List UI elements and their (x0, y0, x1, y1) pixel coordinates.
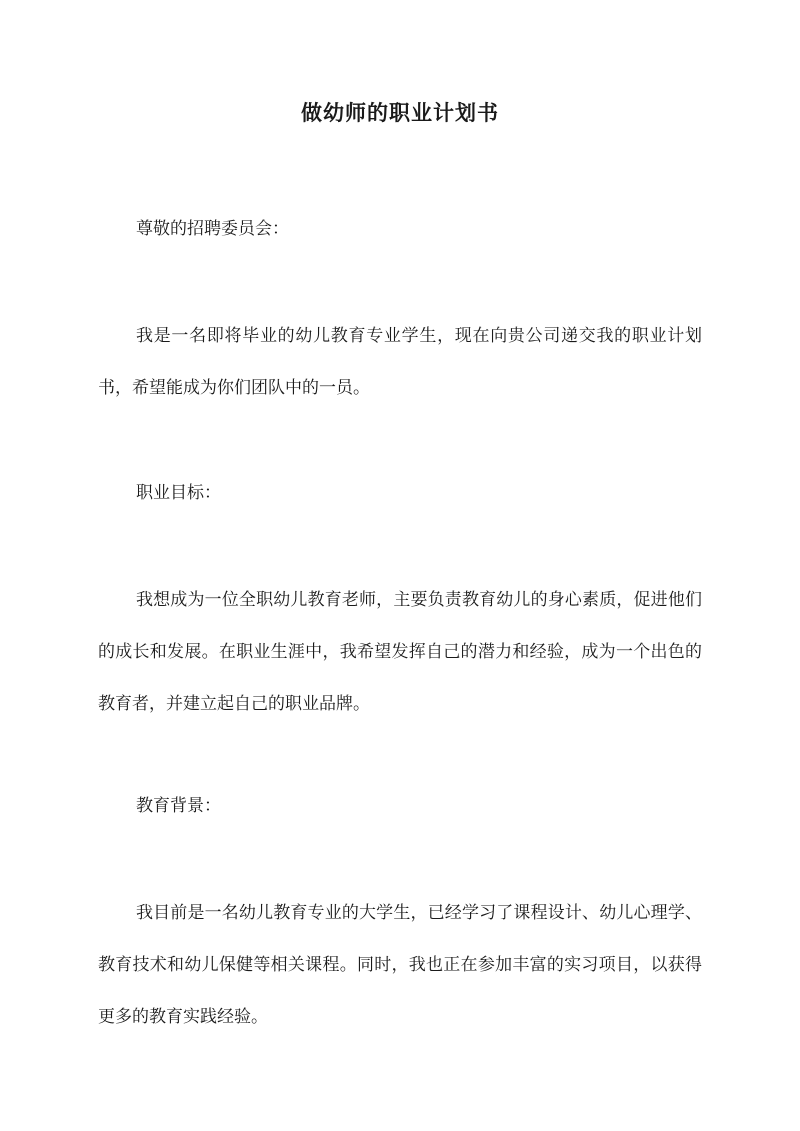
career-goal-heading: 职业目标： (136, 483, 221, 503)
education-paragraph: 我目前是一名幼儿教育专业的大学生，已经学习了课程设计、幼儿心理学、教育技术和幼儿保健等相关课程。同时，我也正在参加丰富的实习项目，以获得更多的教育实践经验。 (98, 903, 702, 1027)
career-goal-paragraph: 我想成为一位全职幼儿教育老师，主要负责教育幼儿的身心素质，促进他们的成长和发展。在职业生涯中，我希望发挥自己的潜力和经验，成为一个出色的教育者，并建立起自己的职业品牌。 (98, 590, 702, 714)
document-title: 做幼师的职业计划书 (301, 100, 499, 125)
intro-paragraph: 我是一名即将毕业的幼儿教育专业学生，现在向贵公司递交我的职业计划书，希望能成为你们团队中的一员。 (98, 326, 702, 398)
salutation-paragraph: 尊敬的招聘委员会： (136, 219, 289, 239)
education-heading: 教育背景： (136, 796, 221, 816)
